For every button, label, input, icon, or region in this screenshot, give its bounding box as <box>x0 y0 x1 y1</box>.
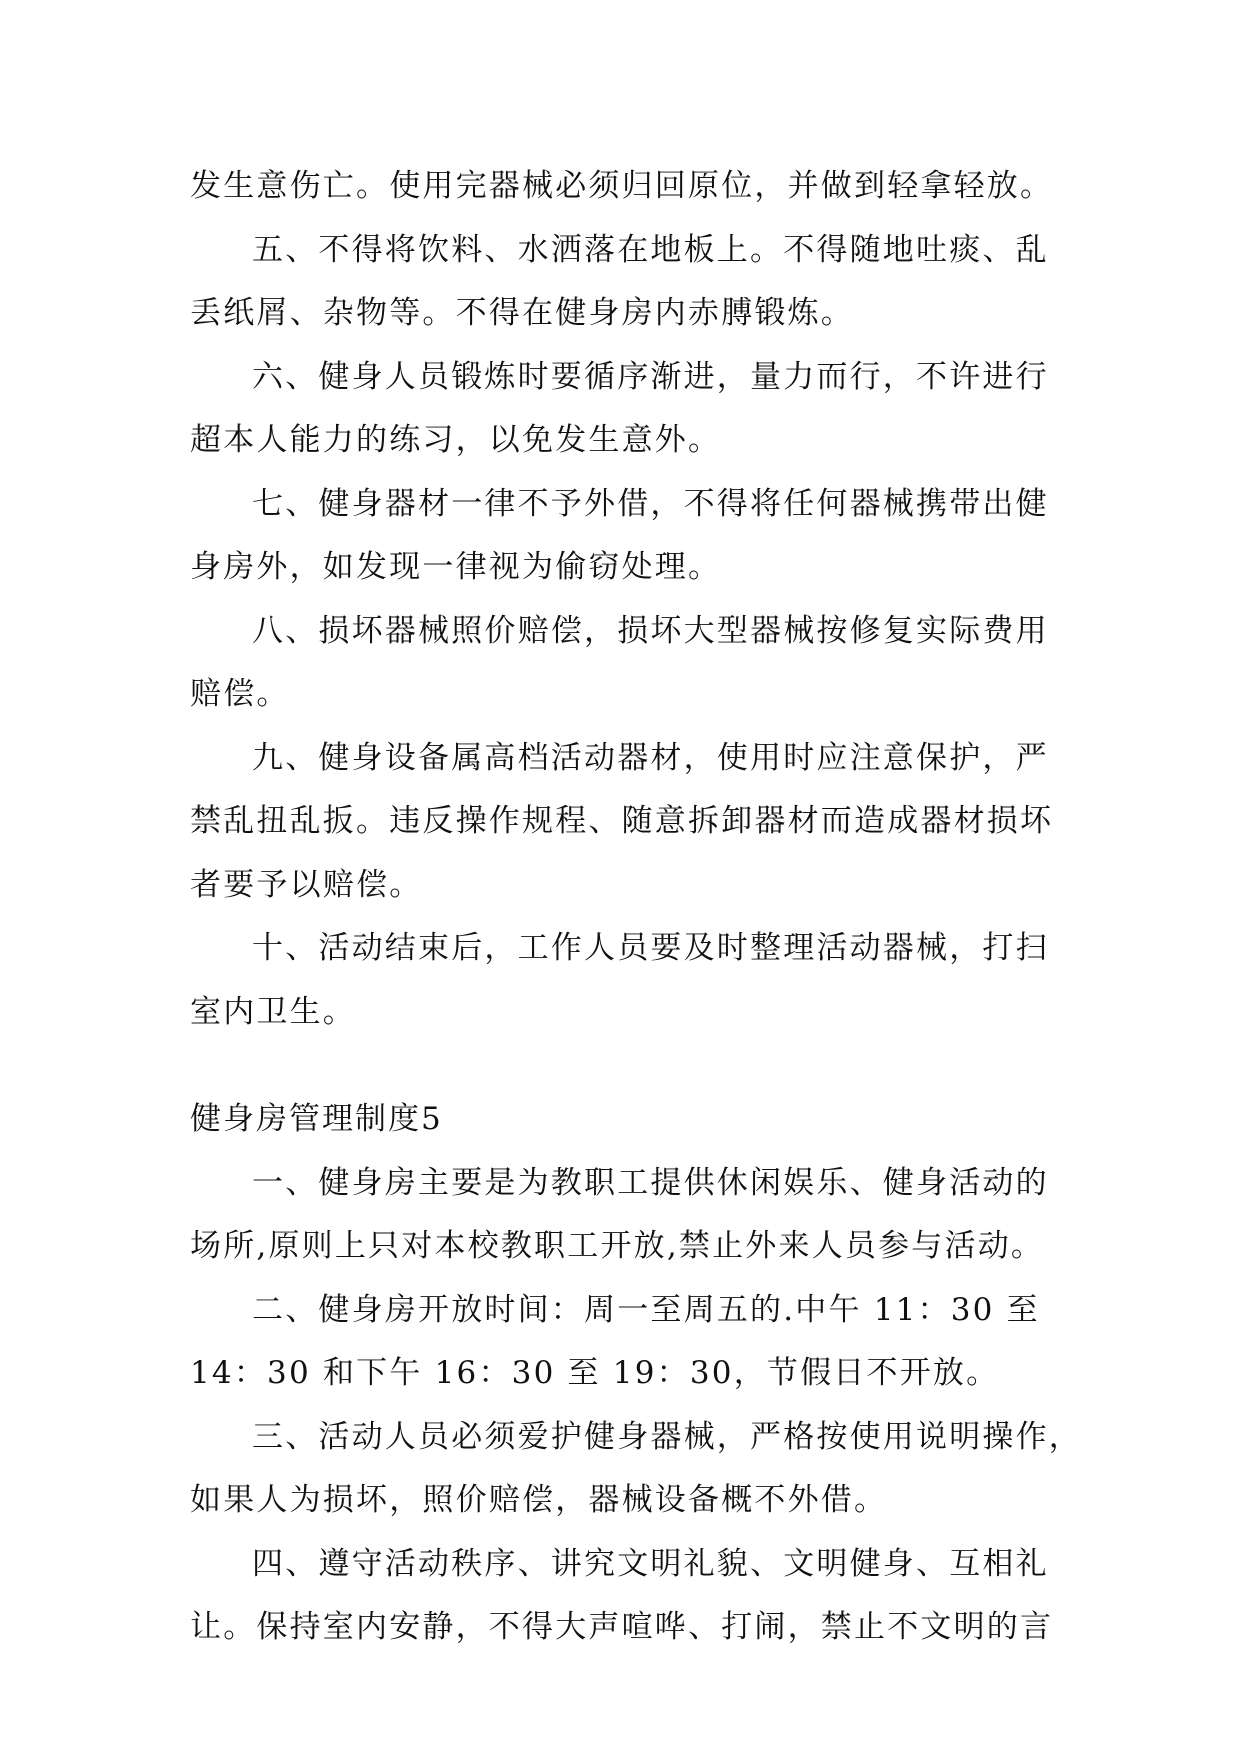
paragraph-line: 如果人为损坏，照价赔偿，器械设备概不外借。 <box>190 1482 888 1518</box>
paragraph-line: 赔偿。 <box>190 676 290 712</box>
paragraph-line: 七、健身器材一律不予外借，不得将任何器械携带出健 <box>252 485 1049 522</box>
paragraph-line: 让。保持室内安静，不得大声喧哗、打闹，禁止不文明的言 <box>190 1609 1054 1645</box>
paragraph-line: 室内卫生。 <box>190 993 356 1030</box>
paragraph-line: 十、活动结束后，工作人员要及时整理活动器械，打扫 <box>252 930 1049 966</box>
paragraph-line: 身房外，如发现一律视为偷窃处理。 <box>190 549 722 585</box>
section-title: 健身房管理制度5 <box>190 1101 443 1137</box>
paragraph-line: 丢纸屑、杂物等。不得在健身房内赤膊锻炼。 <box>190 295 854 331</box>
paragraph-line: 者要予以赔偿。 <box>190 866 423 903</box>
paragraph-line: 14：30 和下午 16：30 至 19：30，节假日不开放。 <box>190 1355 1000 1391</box>
section-spacer <box>190 1044 1060 1088</box>
paragraph-line: 一、健身房主要是为教职工提供休闲娱乐、健身活动的 <box>252 1164 1049 1201</box>
paragraph-line: 场所,原则上只对本校教职工开放,禁止外来人员参与活动。 <box>190 1228 1045 1264</box>
paragraph-line: 超本人能力的练习，以免发生意外。 <box>190 422 722 458</box>
paragraph-line: 二、健身房开放时间：周一至周五的.中午 11：30 至 <box>252 1291 1040 1328</box>
paragraph-line: 三、活动人员必须爱护健身器械，严格按使用说明操作， <box>252 1418 1082 1455</box>
paragraph-line: 八、损坏器械照价赔偿，损坏大型器械按修复实际费用 <box>252 612 1049 649</box>
document-body <box>190 155 1082 1660</box>
paragraph-line: 九、健身设备属高档活动器材，使用时应注意保护，严 <box>252 739 1049 776</box>
paragraph-line: 五、不得将饮料、水洒落在地板上。不得随地吐痰、乱 <box>252 231 1049 268</box>
paragraph-line: 禁乱扭乱扳。违反操作规程、随意拆卸器材而造成器材损坏 <box>190 803 1054 839</box>
paragraph-line: 六、健身人员锻炼时要循序渐进，量力而行，不许进行 <box>252 358 1049 395</box>
paragraph-line: 发生意伤亡。使用完器械必须归回原位，并做到轻拿轻放。 <box>190 168 1054 204</box>
paragraph-line: 四、遵守活动秩序、讲究文明礼貌、文明健身、互相礼 <box>252 1545 1049 1582</box>
